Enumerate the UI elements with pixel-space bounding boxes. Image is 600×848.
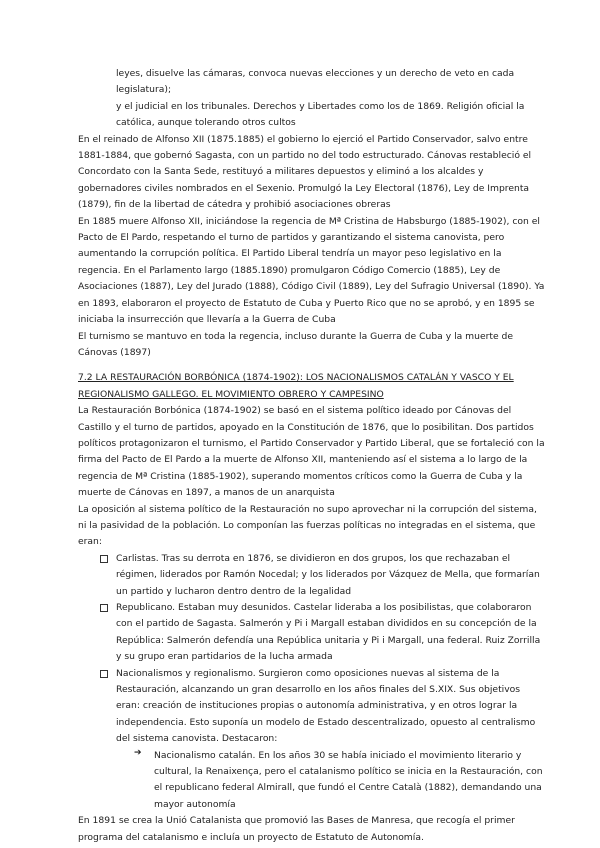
paragraph-alfonso-xii: En el reinado de Alfonso XII (1875.1885) el gobierno lo ejerció el Partido Conservador, salvo entre 1881-1884, que gobernó Sagasta, con un partido no del todo estructurado. Cánovas restableció el Concordato con la Santa Sede, restituyó a militares depuestos y eliminó a los alcaldes y gobernadores civiles nombrados en el Sexenio. Promulgó la Ley Electoral (1876), Ley de Imprenta (1879), fin de la libertad de cátedra y prohibió asociaciones obreras bbox=[78, 133, 532, 211]
paragraph-oposicion: La oposición al sistema político de la Restauración no supo aprovechar ni la corrupción del sistema, ni la pasividad de la población. Lo componían las fuerzas políticas no integradas en el sistema, que eran: bbox=[78, 503, 537, 548]
arrow-right-icon: ➔ bbox=[134, 747, 142, 758]
sub-list-item-catalan bbox=[78, 748, 546, 814]
list-item-text: Carlistas. Tras su derrota en 1876, se dividieron en dos grupos, los que rechazaban el régimen, liderados por Ramón Nocedal; y los liderados por Vázquez de Mella, que formarían un partido y lucharon dentro dentro de la legalidad bbox=[116, 552, 540, 597]
list-item-text: Nacionalismos y regionalismo. Surgieron como oposiciones nuevas al sistema de la Restauración, alcanzando un gran desarrollo en los años finales del S.XIX. Sus objetivos eran: creación de instituciones propias o autonomía administrativa, y en otros lograr la independencia. Esto suponía un modelo de Estado descentralizado, opuesto al centralismo del sistema canovista. Destacaron: bbox=[116, 667, 536, 745]
paragraph-restauracion: La Restauración Borbónica (1874-1902) se basó en el sistema político ideado por Cánovas del Castillo y el turno de partidos, apoyado en la Constitución de 1876, que lo posibilitan. Dos partidos políticos protagonizaron el turnismo, el Partido Conservador y Partido Liberal, que se fortaleció con la firma del Pacto de El Pardo a la muerte de Alfonso XII, manteniendo así el sistema a lo largo de la regencia de Mª Cristina (1885-1902), superando momentos críticos como la Guerra de Cuba y la muerte de Cánovas en 1897, a manos de un anarquista bbox=[78, 405, 545, 499]
list-item-nacionalismos bbox=[78, 666, 546, 748]
paragraph-constitution-powers: leyes, disuelve las cámaras, convoca nuevas elecciones y un derecho de veto en cada legislatura); bbox=[116, 68, 515, 96]
checkbox-icon bbox=[100, 604, 108, 612]
paragraph-turnismo: El turnismo se mantuvo en toda la regencia, incluso durante la Guerra de Cuba y la muerte de Cánovas (1897) bbox=[78, 330, 514, 358]
checkbox-icon bbox=[100, 555, 108, 563]
sub-list-item-text: Nacionalismo catalán. En los años 30 se había iniciado el movimiento literario y cultural, la Renaixença, pero el catalanismo político se inicia en la Restauración, con el republicano federal Almirall, que fundó el Centre Català (1882), demandando una mayor autonomía bbox=[154, 749, 543, 810]
paragraph-unio-catalanista: En 1891 se crea la Unió Catalanista que promovió las Bases de Manresa, que recogía el primer programa del catalanismo e incluía un proyecto de Estatuto de Autonomía. bbox=[78, 815, 515, 843]
list-item-carlistas bbox=[78, 551, 546, 600]
paragraph-regency: En 1885 muere Alfonso XII, iniciándose la regencia de Mª Cristina de Habsburgo (1885-1902), con el Pacto de El Pardo, respetando el turno de partidos y garantizando el sistema canovista, pero aumentando la corrupción política. El Partido Liberal tendría un mayor peso legislativo en la regencia. En el Parlamento largo (1885.1890) promulgaron Código Comercio (1885), Ley de Asociaciones (1887), Ley del Jurado (1888), Código Civil (1889), Ley del Sufragio Universal (1890). Ya en 1893, elaboraron el proyecto de Estatuto de Cuba y Puerto Rico que no se aprobó, y en 1895 se iniciaba la insurrección que llevaría a la Guerra de Cuba bbox=[78, 215, 545, 326]
list-item-text: Republicano. Estaban muy desunidos. Castelar lideraba a los posibilistas, que colaboraron con el partido de Sagasta. Salmerón y Pi i Margall estaban divididos en su concepción de la República: Salmerón defendía una República unitaria y Pi i Margall, una federal. Ruiz Zorrilla y su grupo eran partidarios de la lucha armada bbox=[116, 602, 541, 663]
section-heading: 7.2 LA RESTAURACIÓN BORBÓNICA (1874-1902): LOS NACIONALISMOS CATALÁN Y VASCO Y EL REGIONALISMO GALLEGO. EL MOVIMIENTO OBRERO Y CAMPESINO bbox=[78, 372, 514, 400]
checkbox-icon bbox=[100, 670, 108, 678]
document-page bbox=[78, 66, 546, 846]
paragraph-judicial-rights: y el judicial en los tribunales. Derechos y Libertades como los de 1869. Religión oficial la católica, aunque tolerando otros cultos bbox=[116, 100, 525, 129]
list-item-republicano bbox=[78, 600, 546, 666]
